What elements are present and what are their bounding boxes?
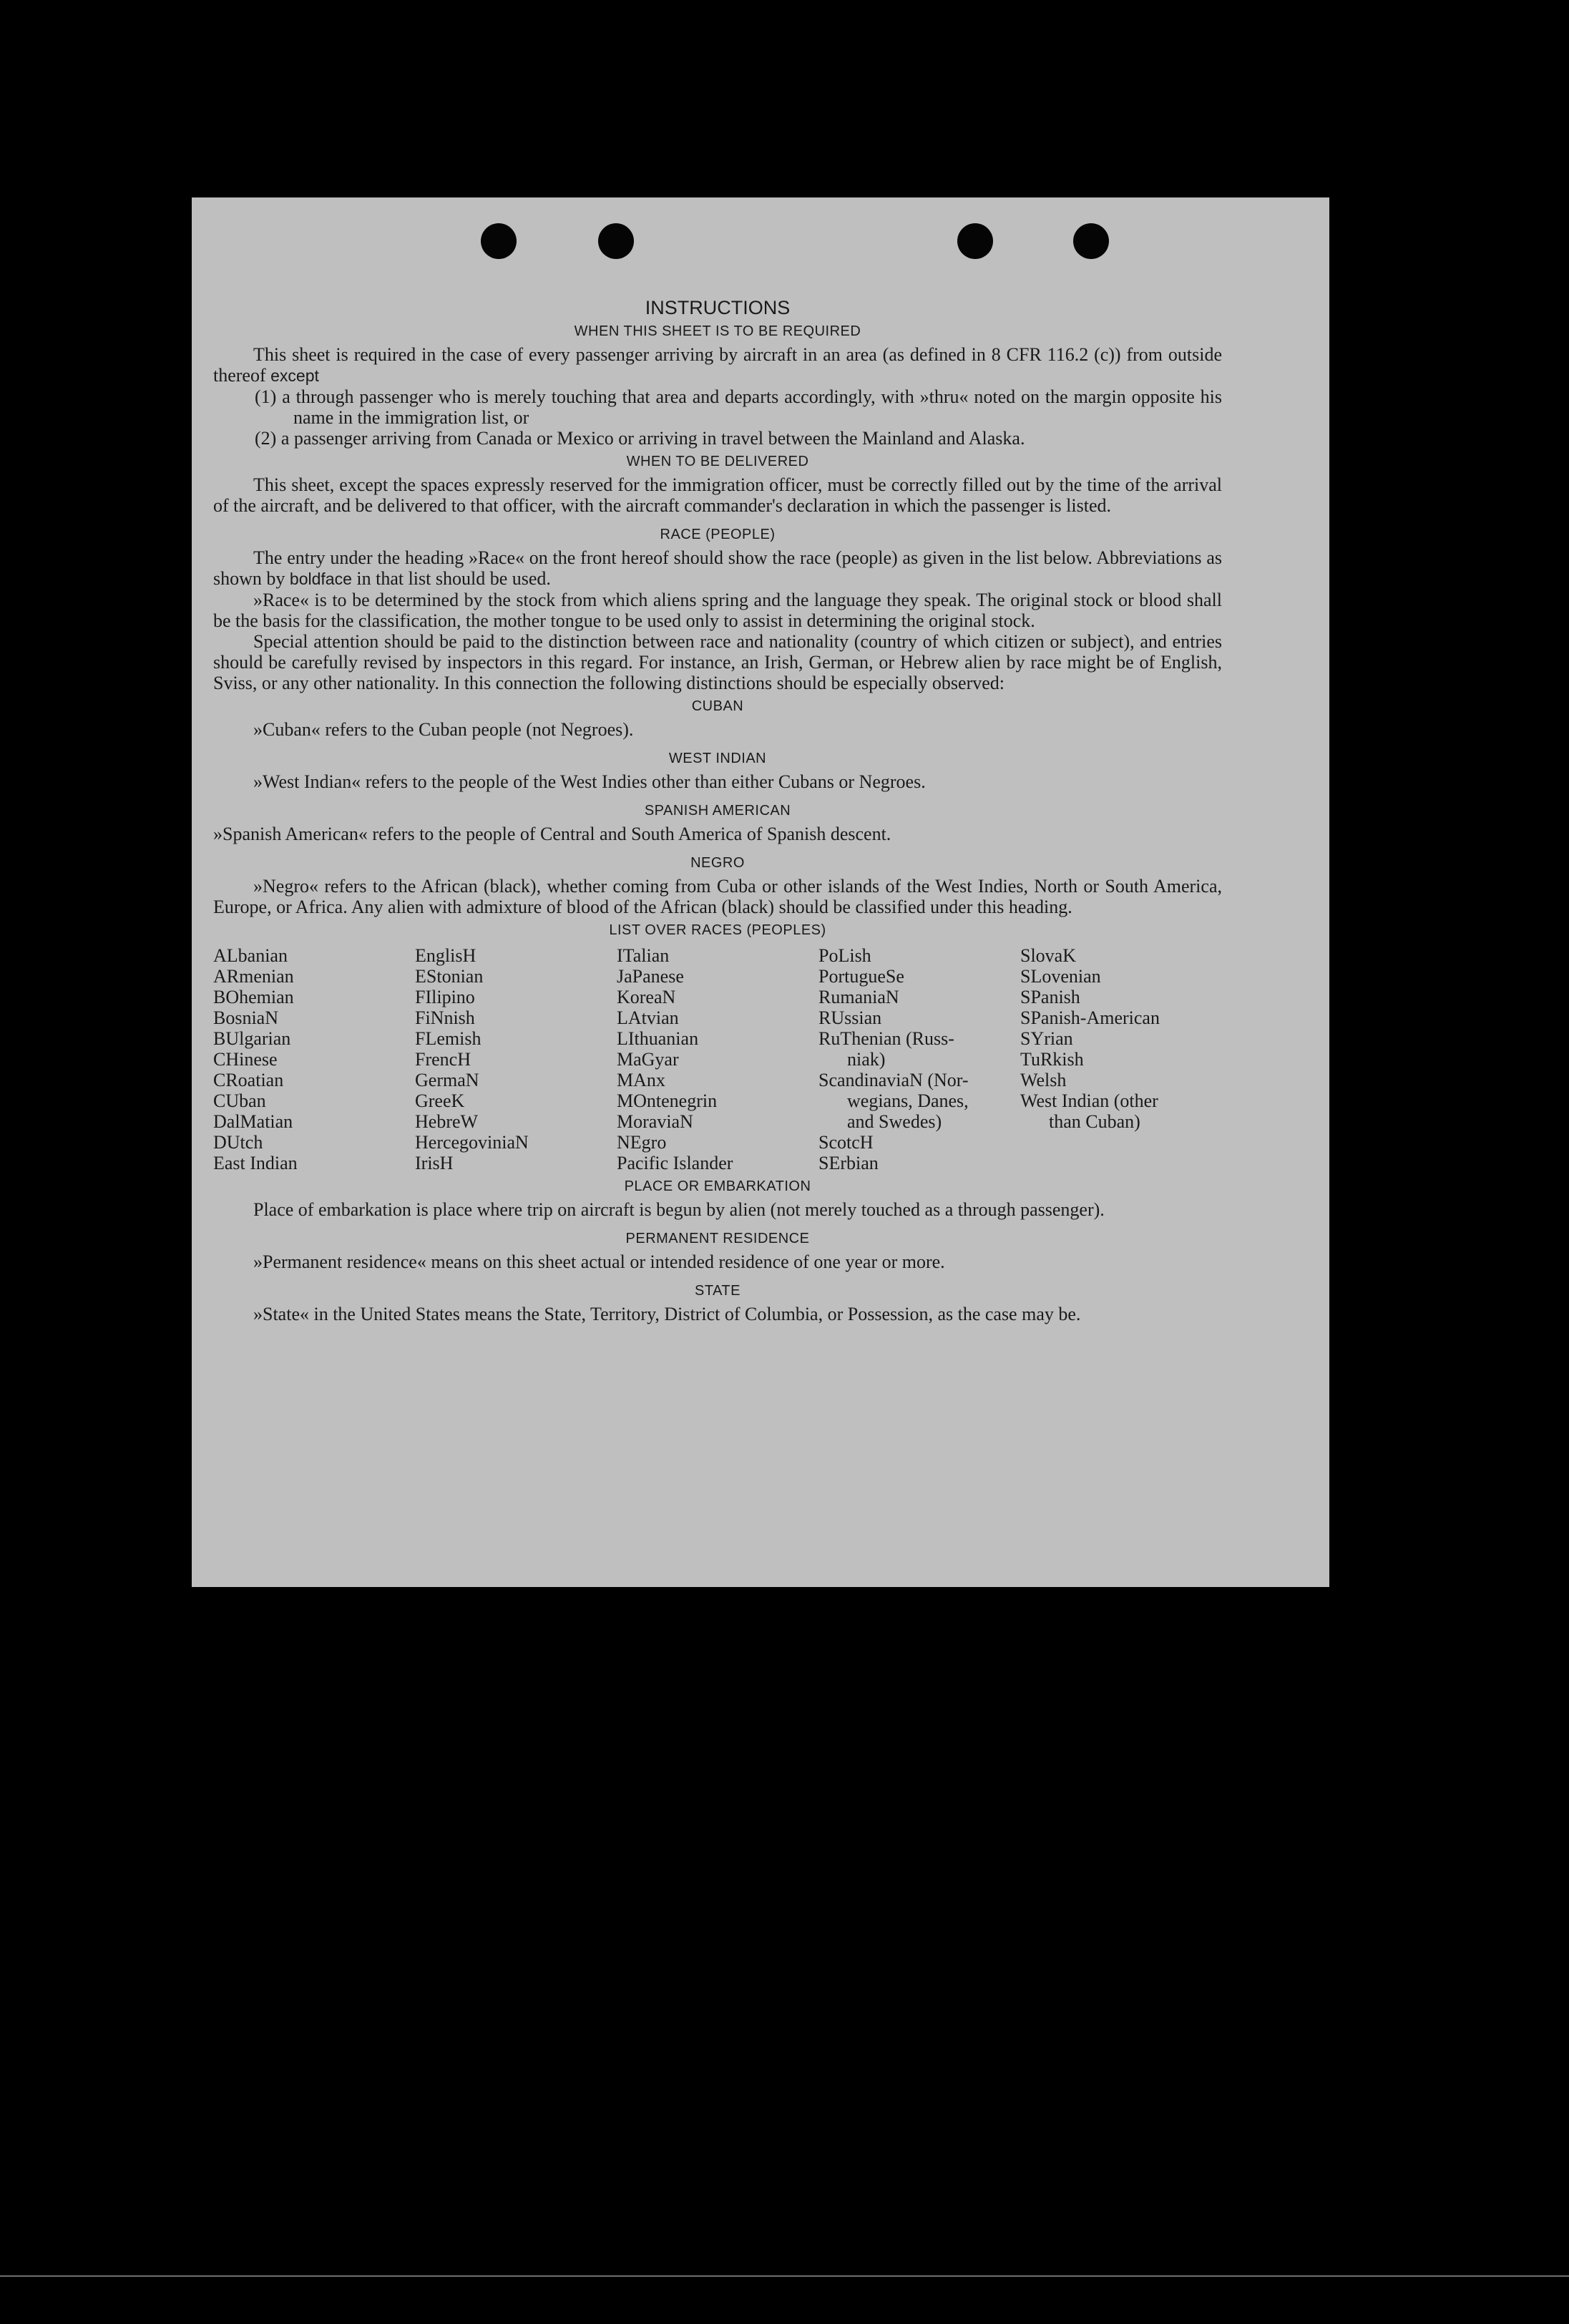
race-entry: ITalian xyxy=(617,945,670,966)
race-entry: NEgro xyxy=(617,1132,667,1153)
races-column-3 xyxy=(617,945,818,1173)
race-entry: SPanish-American xyxy=(1020,1007,1160,1028)
race-entry: KoreaN xyxy=(617,987,676,1007)
race-paragraph-2: »Race« is to be determined by the stock from which aliens spring and the language they speak. The original stock or blood shall be the basis for the classification, the mother tongue to be used only to assist in determining the original stock. xyxy=(213,590,1222,631)
section-heading-cuban: CUBAN xyxy=(691,698,744,714)
exception-item-2: (2) a passenger arriving from Canada or Mexico or arriving in travel between the Mainland and Alaska. xyxy=(255,428,1025,449)
required-paragraph xyxy=(213,344,1222,386)
race-entry: Pacific Islander xyxy=(617,1153,733,1173)
race-entry: SYrian xyxy=(1020,1028,1073,1049)
race-entry: MOntenegrin xyxy=(617,1090,718,1111)
race-entry: CUban xyxy=(213,1090,266,1111)
section-heading-negro: NEGRO xyxy=(690,855,745,871)
race-text-c: in that list should be used. xyxy=(356,568,551,589)
negro-paragraph: »Negro« refers to the African (black), whether coming from Cuba or other islands of the West Indies, North or South America, Europe, or Africa. Any alien with admixture of blood of the African (black) should be classified under this heading. xyxy=(213,876,1222,917)
race-entry: SPanish xyxy=(1020,987,1080,1007)
race-entry: PortugueSe xyxy=(818,966,904,987)
boldface-word: boldface xyxy=(289,570,352,588)
race-entry-continuation: than Cuban) xyxy=(1049,1111,1140,1132)
page-title: INSTRUCTIONS xyxy=(645,297,791,318)
race-entry: GermaN xyxy=(415,1070,479,1090)
race-entry: DUtch xyxy=(213,1132,263,1153)
section-heading-required: WHEN THIS SHEET IS TO BE REQUIRED xyxy=(574,323,861,339)
exception-item-1: (1) a through passenger who is merely touching that area and departs accordingly, with »thru« noted on the margin opposite his name in the immigration list, or xyxy=(255,386,1222,428)
section-heading-races-list: LIST OVER RACES (PEOPLES) xyxy=(609,922,826,938)
race-entry: SErbian xyxy=(818,1153,879,1173)
scan-edge-line xyxy=(0,2275,1569,2277)
races-column-5 xyxy=(1020,945,1222,1173)
race-entry: HercegoviniaN xyxy=(415,1132,529,1153)
race-entry-continuation: and Swedes) xyxy=(847,1111,942,1132)
race-entry: CHinese xyxy=(213,1049,278,1070)
section-heading-race: RACE (PEOPLE) xyxy=(660,527,776,542)
races-column-4 xyxy=(818,945,1020,1173)
race-entry: TuRkish xyxy=(1020,1049,1084,1070)
races-column-1 xyxy=(213,945,415,1173)
race-entry: RUssian xyxy=(818,1007,882,1028)
race-entry: ScandinaviaN (Nor- xyxy=(818,1070,969,1090)
race-entry: EnglisH xyxy=(415,945,476,966)
race-entry: FiNnish xyxy=(415,1007,475,1028)
race-entry: GreeK xyxy=(415,1090,465,1111)
race-entry: RuThenian (Russ- xyxy=(818,1028,954,1049)
section-heading-spanish-american: SPANISH AMERICAN xyxy=(644,803,791,819)
race-entry: LAtvian xyxy=(617,1007,679,1028)
west-indian-paragraph: »West Indian« refers to the people of the West Indies other than either Cubans or Negroes. xyxy=(253,771,926,792)
race-entry: RumaniaN xyxy=(818,987,899,1007)
embarkation-paragraph: Place of embarkation is place where trip on aircraft is begun by alien (not merely touched as a through passenger). xyxy=(253,1199,1105,1220)
race-entry: IrisH xyxy=(415,1153,454,1173)
race-entry: PoLish xyxy=(818,945,871,966)
section-heading-state: STATE xyxy=(695,1283,740,1299)
race-entry: MAnx xyxy=(617,1070,665,1090)
race-entry: ALbanian xyxy=(213,945,288,966)
race-entry: SLovenian xyxy=(1020,966,1101,987)
section-heading-west-indian: WEST INDIAN xyxy=(668,751,767,766)
race-paragraph-3: Special attention should be paid to the distinction between race and nationality (country of which citizen or subject), and entries should be carefully revised by inspectors in this regard. For instance, an Irish, German, or Hebrew alien by race might be of English, Sviss, or any other nationality. In this connection the following distinctions should be especially observed: xyxy=(213,631,1222,693)
race-entry: FIlipino xyxy=(415,987,475,1007)
race-text-a: The entry under the heading »Race« on the front hereof should show the race (people) as given in the list below. Abbreviations as shown by xyxy=(213,547,1222,589)
race-entry: East Indian xyxy=(213,1153,298,1173)
delivered-paragraph: This sheet, except the spaces expressly reserved for the immigration officer, must be correctly filled out by the time of the arrival of the aircraft, and be delivered to that officer, with the aircraft commander's declaration in which the passenger is listed. xyxy=(213,474,1222,516)
punch-hole xyxy=(481,223,517,259)
required-text: This sheet is required in the case of every passenger arriving by aircraft in an area (as defined in 8 CFR 116.2 (c)) from outside thereof xyxy=(213,344,1222,386)
section-heading-delivered: WHEN TO BE DELIVERED xyxy=(626,454,809,469)
races-list xyxy=(213,945,1222,1173)
race-entry: BosniaN xyxy=(213,1007,278,1028)
race-entry: BOhemian xyxy=(213,987,294,1007)
punch-hole xyxy=(1073,223,1109,259)
race-paragraph-1 xyxy=(213,547,1222,590)
race-entry: MoraviaN xyxy=(617,1111,693,1132)
race-entry: EStonian xyxy=(415,966,484,987)
residence-paragraph: »Permanent residence« means on this sheet actual or intended residence of one year or more. xyxy=(253,1251,945,1272)
cuban-paragraph: »Cuban« refers to the Cuban people (not Negroes). xyxy=(253,719,634,740)
spanish-american-paragraph: »Spanish American« refers to the people of Central and South America of Spanish descent. xyxy=(213,824,891,844)
race-entry-continuation: niak) xyxy=(847,1049,886,1070)
race-entry: ScotcH xyxy=(818,1132,874,1153)
races-column-2 xyxy=(415,945,617,1173)
race-entry: Welsh xyxy=(1020,1070,1067,1090)
race-entry: FLemish xyxy=(415,1028,482,1049)
punch-hole xyxy=(957,223,993,259)
state-paragraph: »State« in the United States means the State, Territory, District of Columbia, or Possession, as the case may be. xyxy=(253,1304,1081,1324)
race-entry: West Indian (other xyxy=(1020,1090,1158,1111)
race-entry-continuation: wegians, Danes, xyxy=(847,1090,969,1111)
race-entry: LIthuanian xyxy=(617,1028,699,1049)
race-entry: MaGyar xyxy=(617,1049,679,1070)
race-entry: DalMatian xyxy=(213,1111,293,1132)
race-entry: CRoatian xyxy=(213,1070,284,1090)
punch-hole xyxy=(598,223,634,259)
instruction-sheet xyxy=(192,197,1329,1587)
race-entry: SlovaK xyxy=(1020,945,1076,966)
section-heading-embarkation: PLACE OR EMBARKATION xyxy=(624,1178,811,1194)
section-heading-residence: PERMANENT RESIDENCE xyxy=(625,1231,810,1246)
race-entry: JaPanese xyxy=(617,966,684,987)
race-entry: FrencH xyxy=(415,1049,471,1070)
instructions-body xyxy=(213,298,1222,1324)
race-entry: HebreW xyxy=(415,1111,479,1132)
race-entry: ARmenian xyxy=(213,966,294,987)
except-word: except xyxy=(270,366,319,385)
race-entry: BUlgarian xyxy=(213,1028,291,1049)
